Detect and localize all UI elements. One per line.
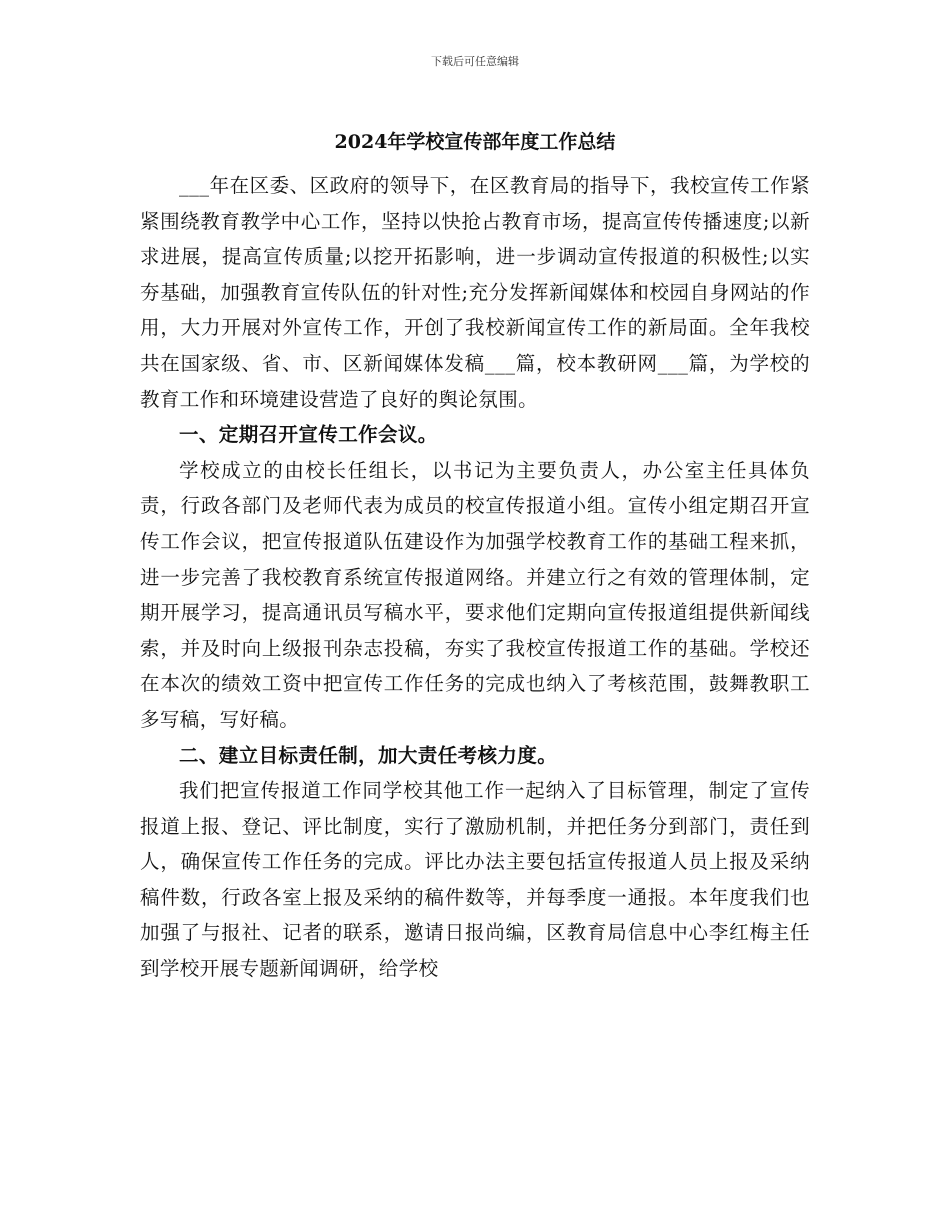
- intro-paragraph: ___年在区委、区政府的领导下，在区教育局的指导下，我校宣传工作紧紧围绕教育教学中心工作，坚持以快抢占教育市场，提高宣传传播速度;以新求进展，提高宣传质量;以挖开拓影响，进一步调动宣传报道的积极性;以实夯基础，加强教育宣传队伍的针对性;充分发挥新闻媒体和校园自身网站的作用，大力开展对外宣传工作，开创了我校新闻宣传工作的新局面。全年我校共在国家级、省、市、区新闻媒体发稿___篇，校本教研网___篇，为学校的教育工作和环境建设营造了良好的舆论氛围。: [140, 174, 810, 411]
- section-2-heading: 二、建立目标责任制，加大责任考核力度。: [179, 743, 558, 767]
- page-header-note: 下载后可任意编辑: [431, 55, 519, 68]
- section-2-paragraph: 我们把宣传报道工作同学校其他工作一起纳入了目标管理，制定了宣传报道上报、登记、评比制度，实行了激励机制，并把任务分到部门，责任到人，确保宣传工作任务的完成。评比办法主要包括宣传报道人员上报及采纳稿件数，行政各室上报及采纳的稿件数等，并每季度一通报。本年度我们也加强了与报社、记者的联系，邀请日报尚编，区教育局信息中心李红梅主任到学校开展专题新闻调研，给学校: [140, 779, 810, 981]
- document-body: [140, 168, 810, 987]
- section-1-paragraph: 学校成立的由校长任组长，以书记为主要负责人，办公室主任具体负责，行政各部门及老师代表为成员的校宣传报道小组。宣传小组定期召开宣传工作会议，把宣传报道队伍建设作为加强学校教育工作的基础工程来抓，进一步完善了我校教育系统宣传报道网络。并建立行之有效的管理体制，定期开展学习，提高通讯员写稿水平，要求他们定期向宣传报道组提供新闻线索，并及时向上级报刊杂志投稿，夯实了我校宣传报道工作的基础。学校还在本次的绩效工资中把宣传工作任务的完成也纳入了考核范围，鼓舞教职工多写稿，写好稿。: [140, 458, 810, 731]
- document-title: 2024年学校宣传部年度工作总结: [334, 131, 616, 153]
- section-1-heading: 一、定期召开宣传工作会议。: [179, 423, 438, 447]
